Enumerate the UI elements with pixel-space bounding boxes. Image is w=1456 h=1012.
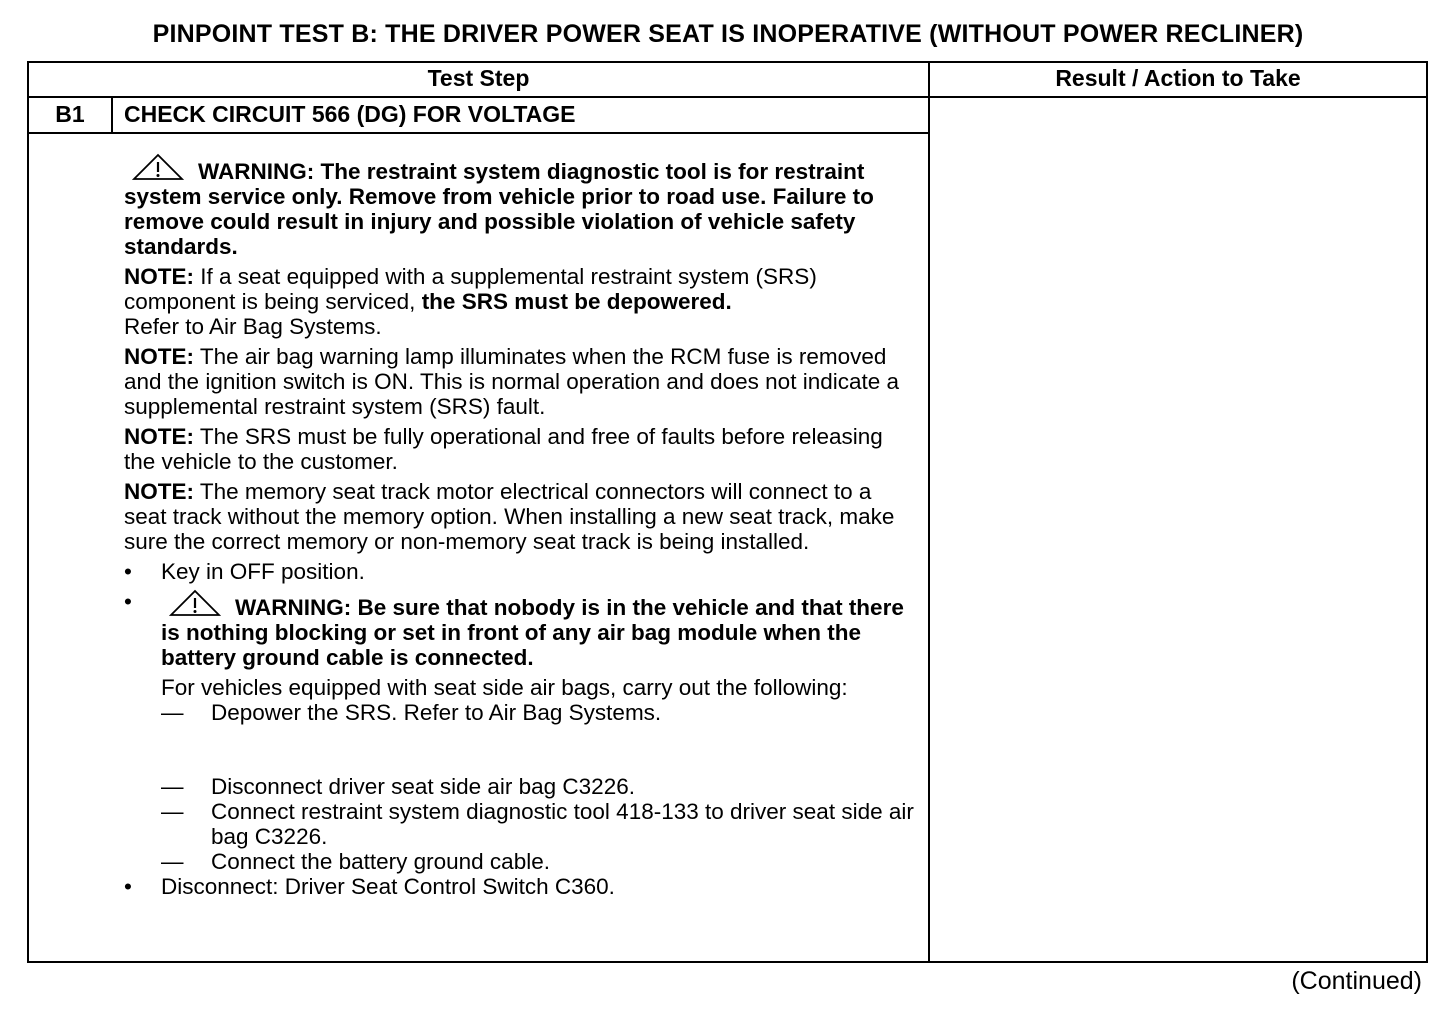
page-title: PINPOINT TEST B: THE DRIVER POWER SEAT IS INOPERATIVE (WITHOUT POWER RECLINER)	[152, 20, 1304, 48]
warning-triangle-icon	[169, 589, 221, 617]
header-test-step: Test Step	[427, 65, 530, 91]
note-airbag-lamp	[124, 344, 914, 419]
note-text: The SRS must be fully operational and free of faults before releasing the vehicle to the customer.	[124, 424, 883, 474]
list-item	[124, 874, 914, 899]
pinpoint-test-table	[27, 61, 1428, 963]
note-text: If a seat equipped with a supplemental restraint system (SRS) component is being serviced,	[124, 264, 817, 314]
dash-mark: —	[161, 849, 184, 874]
note-text: The air bag warning lamp illuminates when the RCM fuse is removed and the ignition switch is ON. This is normal operation and does not indicate a supplemental restraint system (SRS) fault.	[124, 344, 900, 419]
step-title: CHECK CIRCUIT 566 (DG) FOR VOLTAGE	[124, 101, 576, 127]
note-label: NOTE:	[124, 479, 194, 504]
note-srs-depower	[124, 264, 914, 339]
dash-text: Connect restraint system diagnostic tool 418-133 to driver seat side air bag C3226.	[211, 799, 914, 849]
continued-label: (Continued)	[1291, 967, 1422, 995]
list-item	[124, 589, 914, 700]
note-memory-seat	[124, 479, 914, 554]
bullet-mark: •	[124, 589, 132, 614]
note-text: Refer to Air Bag Systems.	[124, 314, 382, 339]
dash-text: Connect the battery ground cable.	[211, 849, 550, 874]
step-id-divider	[111, 98, 113, 133]
header-divider	[29, 96, 1426, 98]
dash-text: Disconnect driver seat side air bag C3226.	[211, 774, 635, 799]
column-divider	[928, 63, 930, 961]
step-title-divider	[29, 132, 928, 134]
note-label: NOTE:	[124, 424, 194, 449]
note-label: NOTE:	[124, 264, 194, 289]
list-item	[124, 799, 914, 849]
dash-mark: —	[161, 700, 184, 725]
note-srs-operational	[124, 424, 914, 474]
list-item	[124, 700, 914, 725]
note-label: NOTE:	[124, 344, 194, 369]
bullet-text: Key in OFF position.	[161, 559, 365, 584]
bullet-text: Disconnect: Driver Seat Control Switch C360.	[161, 874, 615, 899]
warning-triangle-icon	[132, 153, 184, 181]
warning-text: WARNING: The restraint system diagnostic tool is for restraint system service only. Remove from vehicle prior to road use. Failure to remove could result in injury and possible violation of vehicle safety standards.	[124, 159, 874, 259]
header-result-action: Result / Action to Take	[1055, 65, 1301, 91]
list-item	[124, 849, 914, 874]
dash-mark: —	[161, 774, 184, 799]
step-id: B1	[55, 101, 85, 127]
warning-text: WARNING: Be sure that nobody is in the vehicle and that there is nothing blocking or set in front of any air bag module when the battery ground cable is connected.	[161, 595, 904, 670]
note-emphasis: the SRS must be depowered.	[421, 289, 732, 314]
spacer	[124, 725, 914, 774]
bullet-mark: •	[124, 874, 132, 899]
list-item	[124, 559, 914, 584]
warning-restraint-tool	[124, 153, 914, 259]
note-text: The memory seat track motor electrical connectors will connect to a seat track without the memory option. When installing a new seat track, make sure the correct memory or non-memory seat track is being installed.	[124, 479, 895, 554]
warning-airbag-module	[161, 589, 914, 670]
dash-text: Depower the SRS. Refer to Air Bag Systems.	[211, 700, 662, 725]
list-item	[124, 774, 914, 799]
bullet-text: For vehicles equipped with seat side air bags, carry out the following:	[161, 675, 848, 700]
dash-mark: —	[161, 799, 184, 824]
test-step-body	[124, 153, 914, 904]
bullet-mark: •	[124, 559, 132, 584]
